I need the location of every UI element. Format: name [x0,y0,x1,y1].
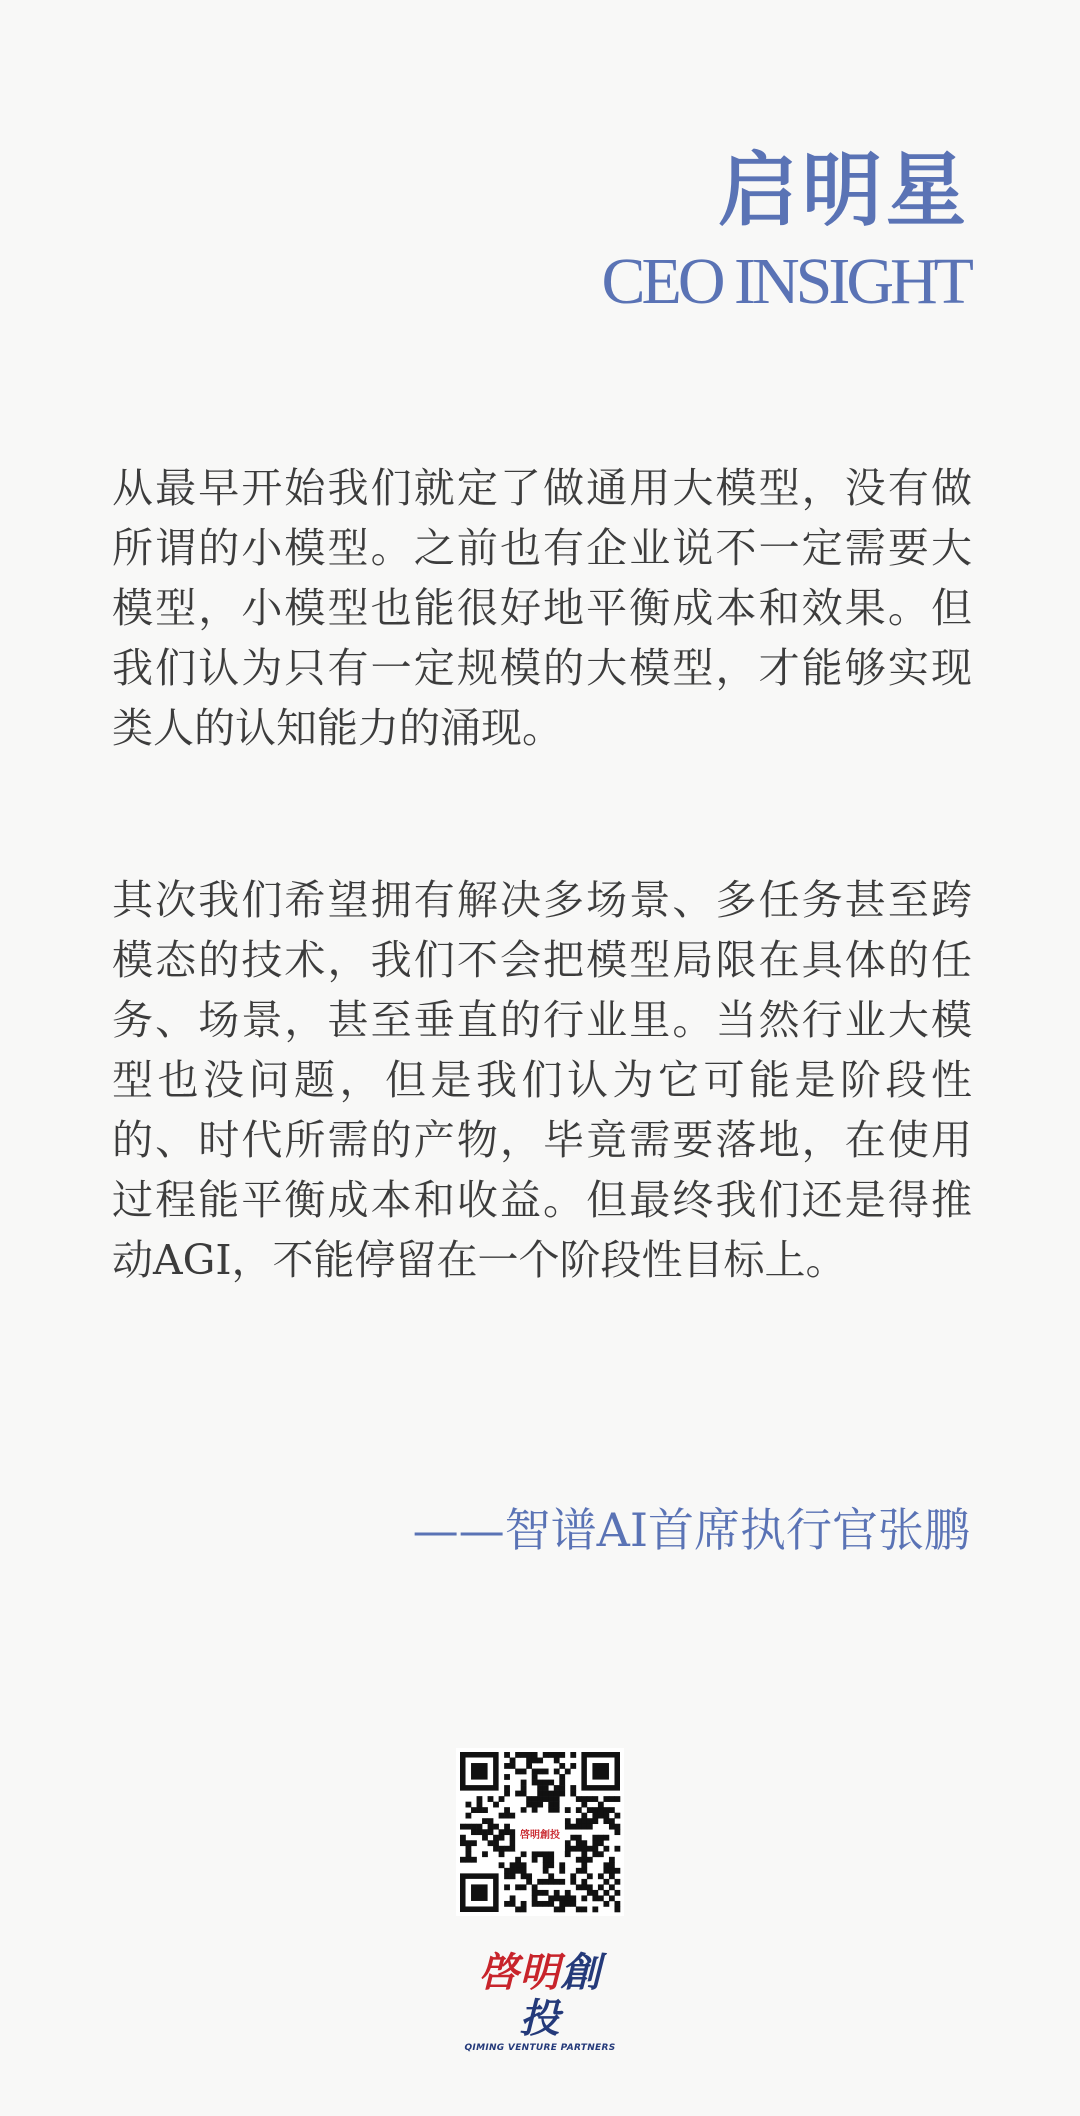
attribution: ——智谱AI首席执行官张鹏 [412,1503,970,1557]
logo-chinese-part-1: 啓明 [478,1950,561,1996]
brand-title: 启明星 [718,143,970,237]
logo-chinese-part-2: 創投 [519,1950,602,2042]
qr-code-icon[interactable] [456,1748,624,1916]
brand-header [602,140,970,318]
brand-subtitle: CEO INSIGHT [601,245,970,318]
logo-english: QIMING VENTURE PARTNERS [464,2043,616,2053]
qr-center-logo: 啓明創投 [520,1830,560,1842]
quote-paragraph-1: 从最早开始我们就定了做通用大模型，没有做所谓的小模型。之前也有企业说不一定需要大模型，小模型也能很好地平衡成本和效果。但我们认为只有一定规模的大模型，才能够实现类人的认知能力的涌现。 [112,464,972,752]
logo-chinese [460,1950,620,2042]
company-logo [460,1950,620,2054]
quote-paragraph-2: 其次我们希望拥有解决多场景、多任务甚至跨模态的技术，我们不会把模型局限在具体的任务、场景，甚至垂直的行业里。当然行业大模型也没问题，但是我们认为它可能是阶段性的、时代所需的产物，毕竟需要落地，在使用过程能平衡成本和收益。但最终我们还是得推动AGI，不能停留在一个阶段性目标上。 [112,876,972,1284]
